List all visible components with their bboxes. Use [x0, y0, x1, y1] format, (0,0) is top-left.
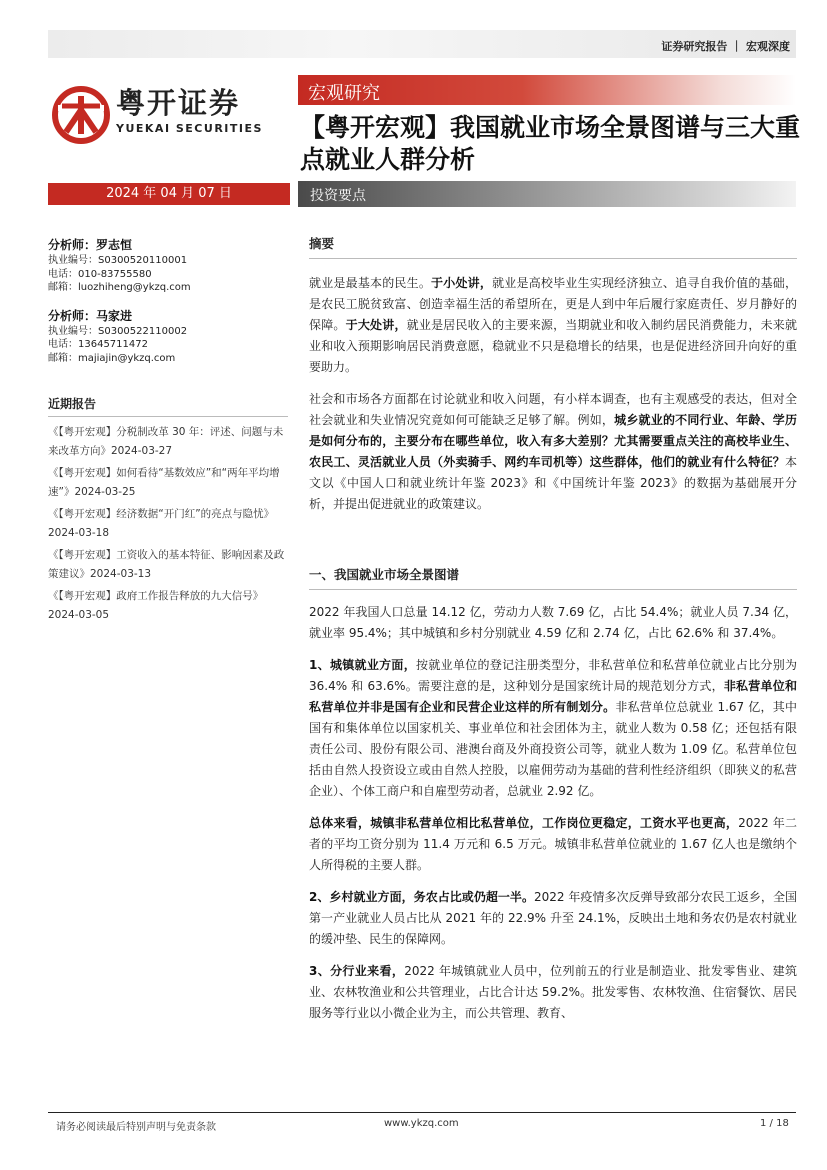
body-text: 2022 年城镇就业人员中，位列前五的行业是制造业、批发零售业、建筑业、农林牧渔业和公共管理业，占比合计达 59.2%。批发零售、农林牧渔、住宿餐饮、居民服务等行业以小微企业为主，而公共管理、教育、	[309, 964, 798, 1020]
analyst-name: 分析师：马家进	[48, 308, 133, 323]
logo-text-en: YUEKAI SECURITIES	[116, 122, 263, 135]
analyst-email[interactable]: 邮箱：majiajin@ykzq.com	[48, 352, 176, 364]
left-sidebar	[48, 236, 288, 628]
footer-divider	[48, 1112, 796, 1113]
body-paragraph	[309, 655, 797, 802]
key-points-label: 投资要点	[310, 188, 366, 204]
body-text: 按就业单位的登记注册类型分，非私营单位和私营单位就业占比分别为 36.4% 和 63.6%。需要注意的是，这种划分是国家统计局的规范划分方式，	[309, 658, 797, 693]
main-content	[309, 234, 797, 1035]
recent-report-item[interactable]: 《【粤开宏观】如何看待“基数效应”和“两年平均增速”》2024-03-25	[48, 467, 280, 498]
body-text: 就业是居民收入的主要来源，当期就业和收入制约居民消费能力，未来就业和收入预期影响居民消费意愿，稳就业不只是稳增长的结果，也是促进经济回升向好的重要助力。	[309, 318, 797, 374]
body-paragraph	[309, 961, 797, 1024]
analyst-phone: 电话：010-83755580	[48, 268, 152, 280]
report-type-label: 证券研究报告 ｜ 宏观深度	[661, 40, 790, 53]
abstract-heading: 摘要	[309, 234, 797, 259]
section-band	[298, 75, 796, 105]
emphasis-text: 城乡就业的不同行业、年龄、学历是如何分布的，主要分布在哪些单位，收入有多大差别？尤其需要重点关注的高校毕业生、农民工、灵活就业人员（外卖骑手、网约车司机等）这些群体，他们的就业有什么特征？	[309, 413, 797, 469]
recent-report-item[interactable]: 《【粤开宏观】经济数据“开门红”的亮点与隐忧》2024-03-18	[48, 508, 275, 539]
body-text: 2022 年我国人口总量 14.12 亿，劳动力人数 7.69 亿，占比 54.4%；就业人员 7.34 亿，就业率 95.4%；其中城镇和乡村分别就业 4.59 亿和 2.74 亿，占比 62.6% 和 37.4%。	[309, 605, 797, 640]
footer-website[interactable]: www.ykzq.com	[384, 1118, 459, 1129]
abstract-paragraph	[309, 389, 797, 515]
body-paragraph	[309, 602, 797, 644]
recent-report-item[interactable]: 《【粤开宏观】政府工作报告释放的九大信号》2024-03-05	[48, 590, 264, 621]
key-points-band	[298, 181, 796, 207]
recent-report-item[interactable]: 《【粤开宏观】分税制改革 30 年：评述、问题与未来改革方向》2024-03-27	[48, 426, 284, 457]
emphasis-text: 非私营单位和私营单位并非是国有企业和民营企业这样的所有制划分。	[309, 679, 797, 714]
analyst-card	[48, 236, 288, 295]
body-paragraph	[309, 887, 797, 950]
recent-report-item[interactable]: 《【粤开宏观】工资收入的基本特征、影响因素及政策建议》2024-03-13	[48, 549, 285, 580]
company-logo	[52, 86, 282, 146]
footer-disclaimer[interactable]: 请务必阅读最后特别声明与免责条款	[56, 1122, 216, 1133]
body-text: 社会和市场各方面都在讨论就业和收入问题，有小样本调查，也有主观感受的表达，但对全社会就业和失业情况究竟如何可能缺乏足够了解。例如，	[309, 392, 797, 427]
body-text: 就业是最基本的民生。	[309, 276, 432, 290]
body-text: 就业是高校毕业生实现经济独立、追寻自我价值的基础，是农民工脱贫致富、创造幸福生活的希望所在，更是人到中年后履行家庭责任、岁月静好的保障。	[309, 276, 797, 332]
footer-page-number: 1 / 18	[760, 1118, 789, 1129]
analyst-license: 执业编号：S0300522110002	[48, 325, 188, 337]
emphasis-text: 2、乡村就业方面，务农占比或仍超一半。	[309, 890, 534, 904]
body-text: 本文以《中国人口和就业统计年鉴 2023》和《中国统计年鉴 2023》的数据为基础展开分析，并提出促进就业的政策建议。	[309, 455, 797, 511]
body-text: 2022 年二者的平均工资分别为 11.4 万元和 6.5 万元。城镇非私营单位就业的 1.67 亿人也是缴纳个人所得税的主要人群。	[309, 816, 797, 872]
emphasis-text: 3、分行业来看，	[309, 964, 405, 978]
section-label: 宏观研究	[308, 83, 380, 104]
recent-reports-title: 近期报告	[48, 395, 288, 417]
emphasis-text: 于小处讲，	[431, 276, 493, 290]
analyst-email[interactable]: 邮箱：luozhiheng@ykzq.com	[48, 282, 191, 293]
analyst-card	[48, 307, 288, 366]
top-header-bar	[48, 30, 796, 58]
analyst-phone: 电话：13645711472	[48, 339, 148, 350]
body-text: 非私营单位总就业 1.67 亿，其中国有和集体单位以国家机关、事业单位和社会团体为主，就业人数为 0.58 亿；还包括有限责任公司、股份有限公司、港澳台商及外商投资公司等，就业人数为 1.09 亿。私营单位包括由自然人投资设立或由自然人控股，以雇佣劳动为基础的营利性经济组织（即狭义的私营企业）、个体工商户和自雇型劳动者，总就业 2.92 亿。	[309, 700, 797, 798]
report-title: 【粤开宏观】我国就业市场全景图谱与三大重点就业人群分析	[300, 113, 801, 174]
emphasis-text: 1、城镇就业方面，	[309, 658, 417, 672]
analyst-name: 分析师：罗志恒	[48, 238, 133, 252]
logo-mark-icon	[52, 86, 110, 144]
emphasis-text: 于大处讲，	[345, 318, 407, 332]
body-text: 2022 年疫情多次反弹导致部分农民工返乡，全国第一产业就业人员占比从 2021 年的 22.9% 升至 24.1%，反映出土地和务农仍是农村就业的缓冲垫、民生的保障网。	[309, 890, 797, 946]
report-date: 2024 年 04 月 07 日	[48, 183, 290, 205]
body-paragraph	[309, 813, 797, 876]
logo-text-cn: 粤开证券	[116, 86, 241, 120]
analyst-license: 执业编号：S0300520110001	[48, 255, 188, 266]
emphasis-text: 总体来看，城镇非私营单位相比私营单位，工作岗位更稳定，工资水平也更高，	[309, 816, 739, 830]
section-heading: 一、我国就业市场全景图谱	[309, 565, 797, 590]
abstract-paragraph	[309, 273, 797, 378]
